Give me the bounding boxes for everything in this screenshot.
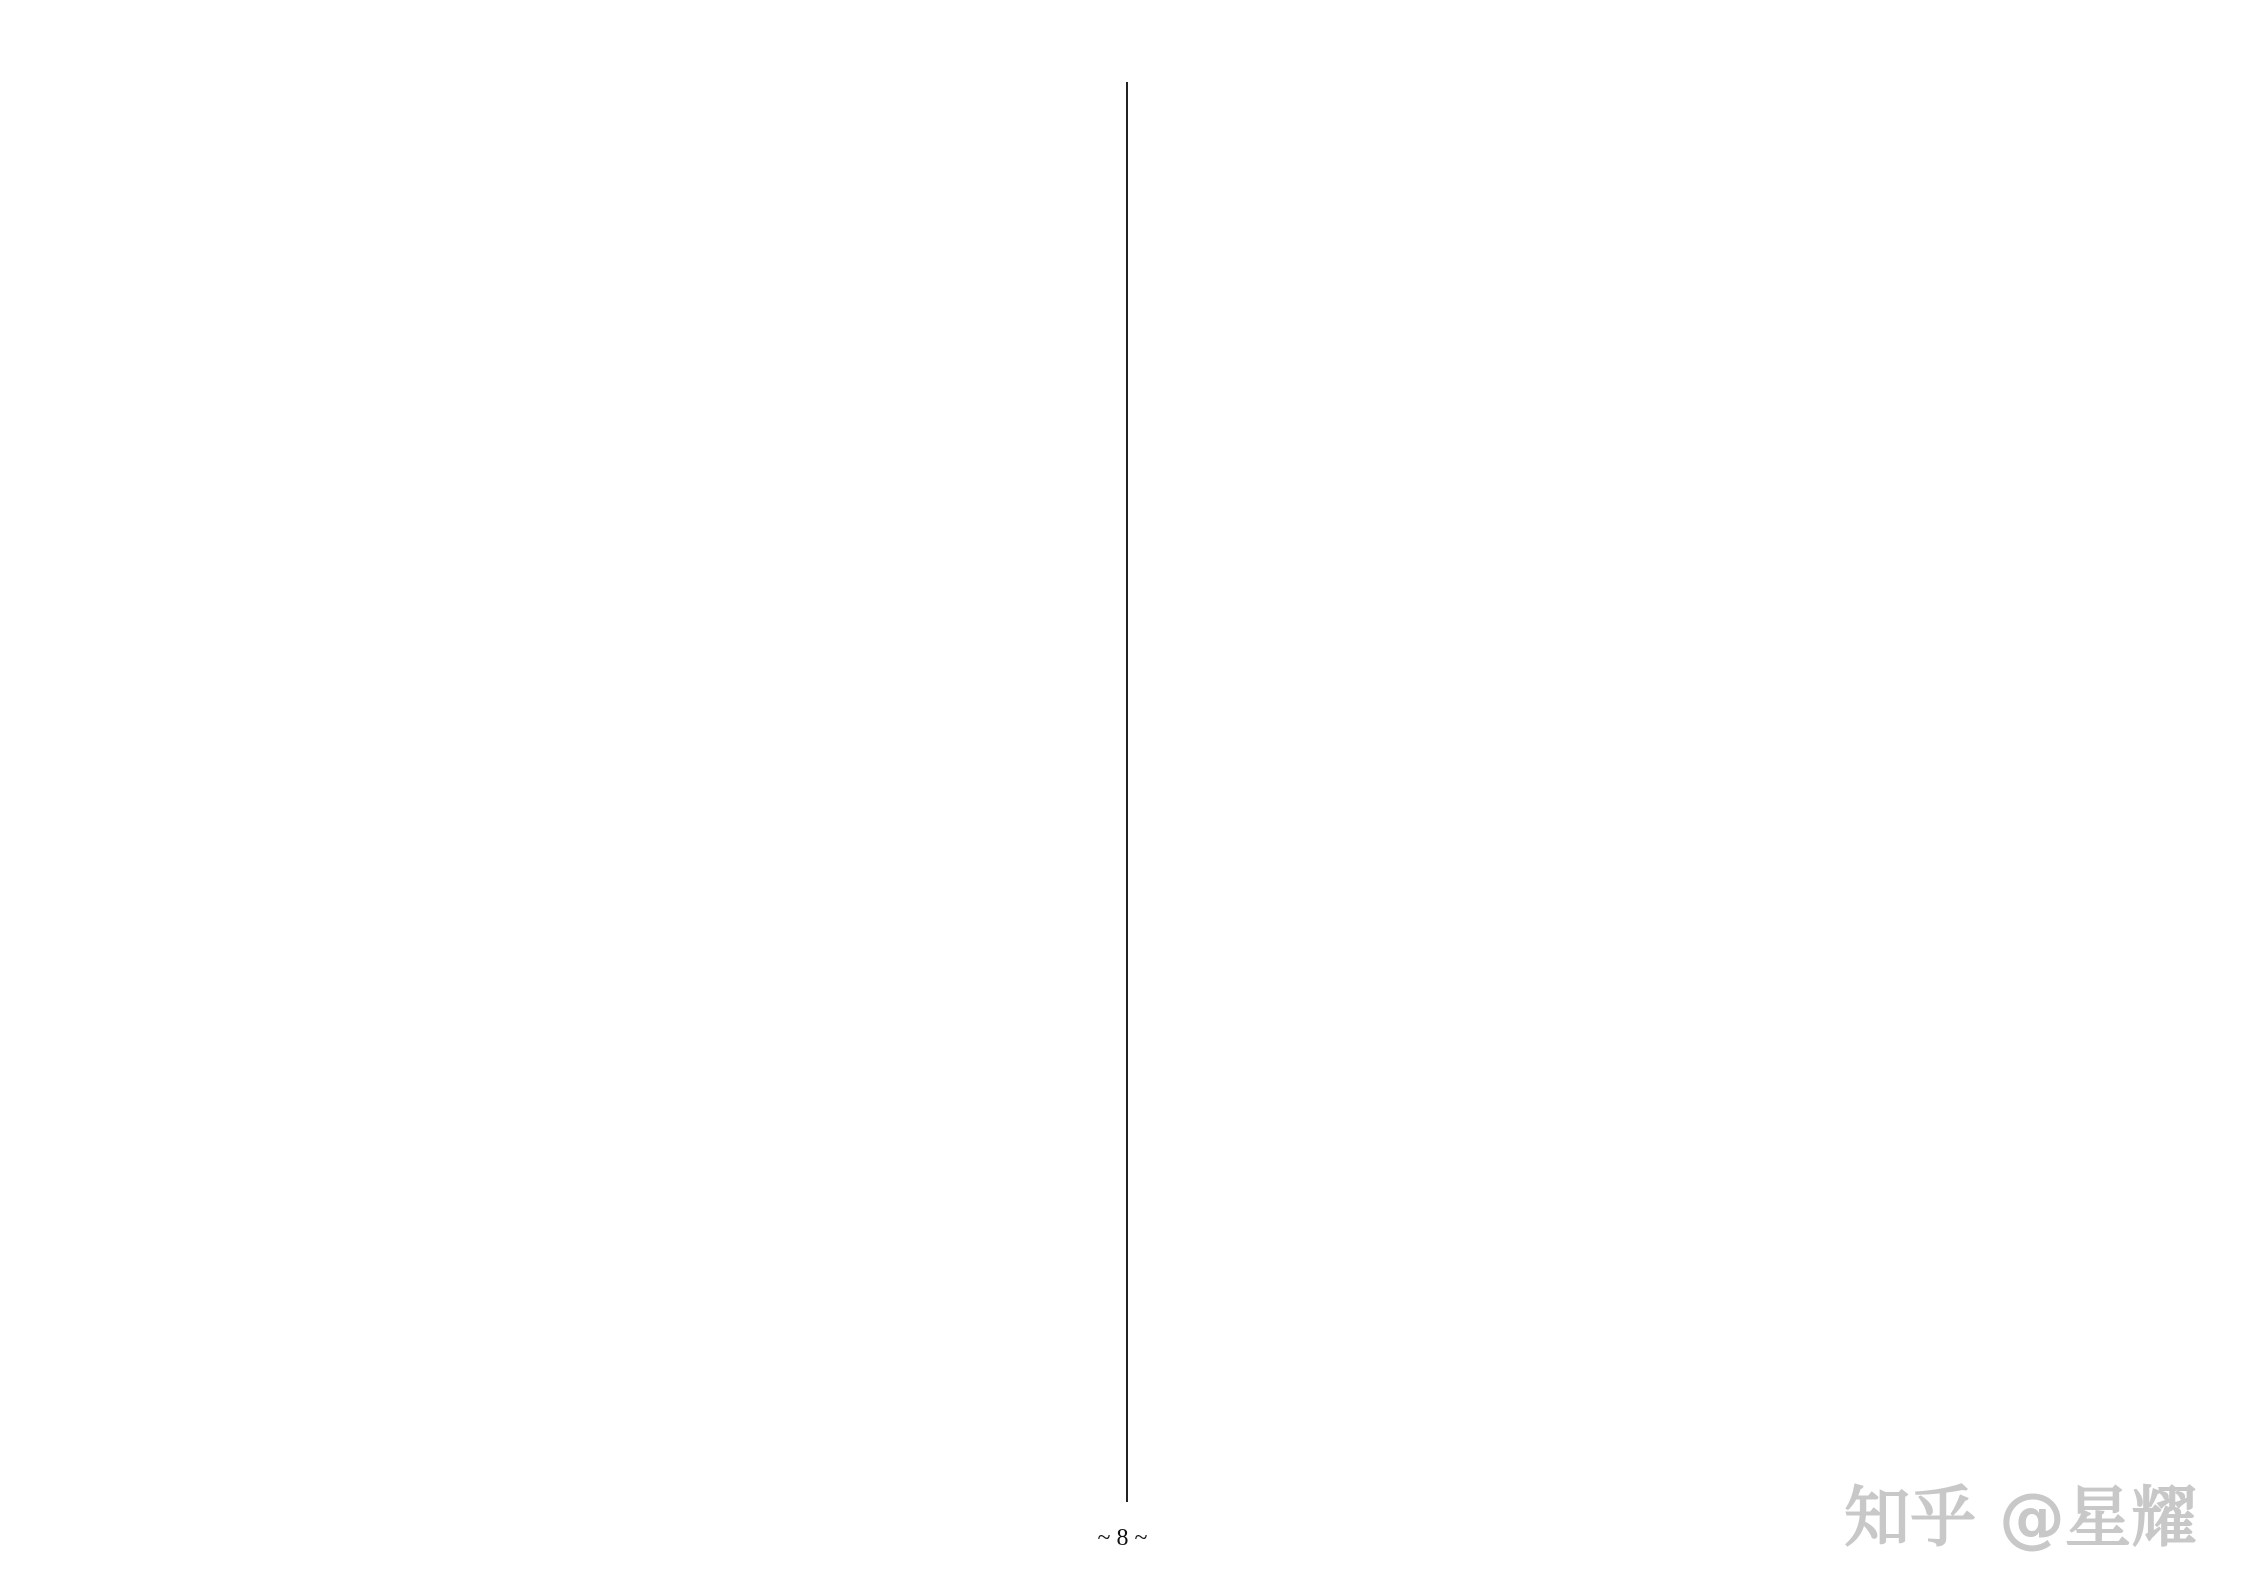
watermark: 知乎 @星耀 [1844, 1479, 2197, 1556]
page-number: ~ 8 ~ [1097, 1525, 1148, 1551]
left-column [0, 0, 1110, 1587]
right-column [1112, 0, 2245, 1587]
